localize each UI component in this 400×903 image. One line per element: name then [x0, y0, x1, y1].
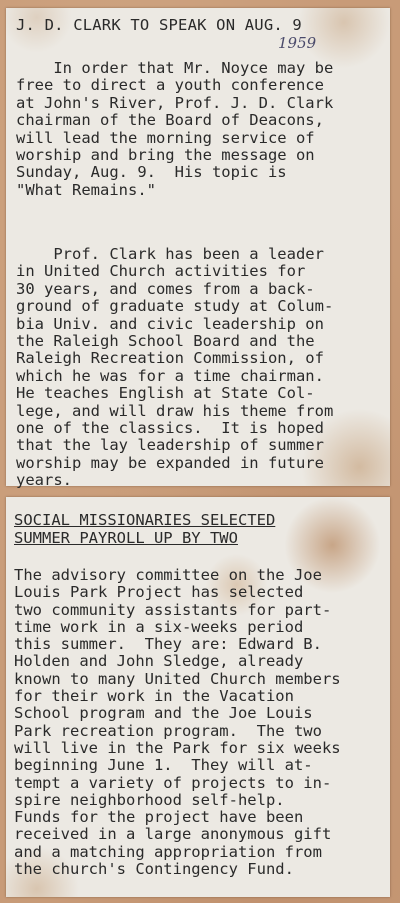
- article-headline: J. D. CLARK TO SPEAK ON AUG. 9: [16, 16, 302, 34]
- article-paragraph: Prof. Clark has been a leader in United Church activities for 30 years, and comes from a back- ground of graduate study at Colum- bia Univ. and civic leadership on the Raleigh School Board and the Raleigh Recreation Commission, of which he was for a time chairman. He teaches English at State Col- lege, and will draw his theme from one of the classics. It is hoped that the lay leadership of summer worship may be expanded in future years.: [16, 245, 334, 490]
- clipping-social-missionaries-article: [6, 497, 390, 897]
- article-paragraph: The advisory committee on the Joe Louis Park Project has selected two community assistants for part- time work in a six-weeks period this summer. They are: Edward B. Holden and John Sledge, already known to many United Church members for their work in the Vacation School program and the Joe Louis Park recreation program. The two will live in the Park for six weeks beginning June 1. They will at- tempt a variety of projects to in- spire neighborhood self-help. Funds for the project have been received in a large anonymous gift and a matching appropriation from the church's Contingency Fund.: [14, 566, 341, 879]
- article-subheadline: SUMMER PAYROLL UP BY TWO: [14, 529, 238, 547]
- article-paragraph: In order that Mr. Noyce may be free to direct a youth conference at John's River, Prof. J. D. Clark chairman of the Board of Deacons, will lead the morning service of worship and bring the message on Sunday, Aug. 9. His topic is "What Remains.": [16, 59, 334, 199]
- handwritten-year-note: 1959: [278, 34, 317, 52]
- article-headline: SOCIAL MISSIONARIES SELECTED: [14, 511, 276, 529]
- clipping-clark-article: [6, 8, 390, 490]
